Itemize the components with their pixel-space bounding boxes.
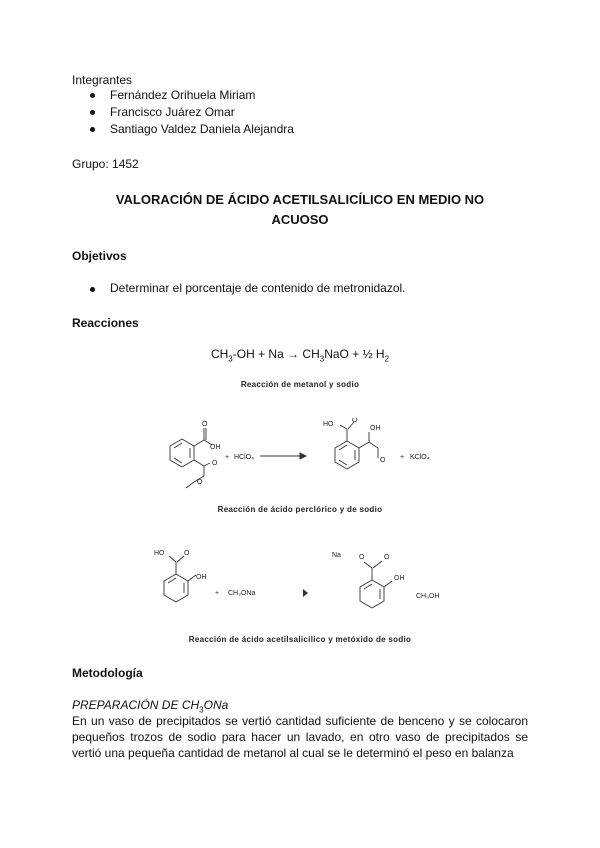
reaction-arrow-head-2: [303, 589, 308, 597]
caption-reaction-2: Reacción de ácido perclórico y de sodio: [217, 505, 383, 514]
label-ch3oh: CH₃OH: [416, 593, 440, 600]
label-ho: HO: [323, 421, 334, 428]
objetivos-list: [72, 281, 406, 296]
prep-formula-sub: 3: [199, 705, 204, 715]
prep-formula-a: CH: [181, 698, 200, 712]
objetivo-item: Determinar el porcentaje de contenido de metronidazol.: [72, 281, 406, 296]
label-plus-2: +: [400, 454, 405, 461]
eq-ch: CH: [210, 347, 229, 361]
label-o-7: O: [384, 554, 390, 561]
label-oh-3: OH: [196, 574, 207, 581]
document-title: [72, 190, 528, 230]
eq-sub-3b: 3: [319, 354, 325, 364]
member-item: Francisco Juárez Omar: [72, 104, 294, 121]
label-oh-2: OH: [370, 425, 381, 432]
member-item: Santiago Valdez Daniela Alejandra: [72, 121, 294, 138]
caption-reaction-1: Reacción de metanol y sodio: [240, 380, 360, 389]
member-item: Fernández Orihuela Miriam: [72, 87, 294, 104]
reacciones-heading: Reacciones: [72, 316, 139, 330]
prep-label: PREPARACIÓN DE: [72, 698, 182, 712]
label-oh: OH: [210, 444, 221, 451]
scheme-perchloric-reaction: [150, 418, 450, 498]
metodologia-heading: Metodología: [72, 666, 143, 680]
label-o-6: O: [359, 554, 365, 561]
label-o: O: [202, 421, 208, 428]
eq-part-2: NaO + ½ H: [324, 347, 385, 361]
title-line-1: VALORACIÓN DE ÁCIDO ACETILSALICÍLICO EN MEDIO NO: [115, 192, 485, 207]
label-na: Na: [332, 552, 341, 559]
group-label: Grupo: 1452: [72, 157, 139, 171]
eq-part-1: -OH + Na → CH: [232, 347, 320, 361]
title-line-2: ACUOSO: [271, 212, 329, 227]
caption-reaction-3: Reacción de ácido acetilsalicílico y metóxido de sodio: [188, 635, 412, 644]
prep-formula-b: ONa: [203, 698, 229, 712]
label-o-4: O: [380, 457, 386, 464]
objetivos-heading: Objetivos: [72, 249, 127, 263]
label-plus-3: +: [215, 590, 220, 597]
members-list: [72, 87, 294, 138]
scheme-aspirin-reaction: [150, 543, 450, 615]
reaction-equation: [0, 347, 600, 363]
integrantes-label: Integrantes: [72, 73, 133, 87]
label-hclo4: HClO₄: [234, 454, 254, 461]
label-o-5: O: [184, 550, 190, 557]
label-ho-3: HO: [154, 550, 165, 557]
eq-sub-3: 3: [228, 354, 233, 364]
label-ch3ona: CH₃ONa: [228, 590, 256, 597]
label-o-2: O: [212, 460, 218, 467]
label-plus-1: +: [225, 454, 230, 461]
reaction-arrow-head: [300, 453, 306, 459]
methodology-paragraph: En un vaso de precipitados se vertió cantidad suficiente de benceno y se colocaron pequeños trozos de sodio para hacer un lavado, en otro vaso de precipitados se vertió una pequeña cantidad de metanol al cual se le determinó el peso en balanza: [72, 714, 528, 760]
eq-sub-2: 2: [384, 354, 390, 364]
label-oh-4: OH: [394, 575, 405, 582]
preparation-subheading: [72, 698, 228, 714]
label-o-3: O: [352, 418, 358, 424]
label-kclo4: KClO₄: [410, 454, 430, 461]
label-ester-o: O: [197, 479, 203, 486]
